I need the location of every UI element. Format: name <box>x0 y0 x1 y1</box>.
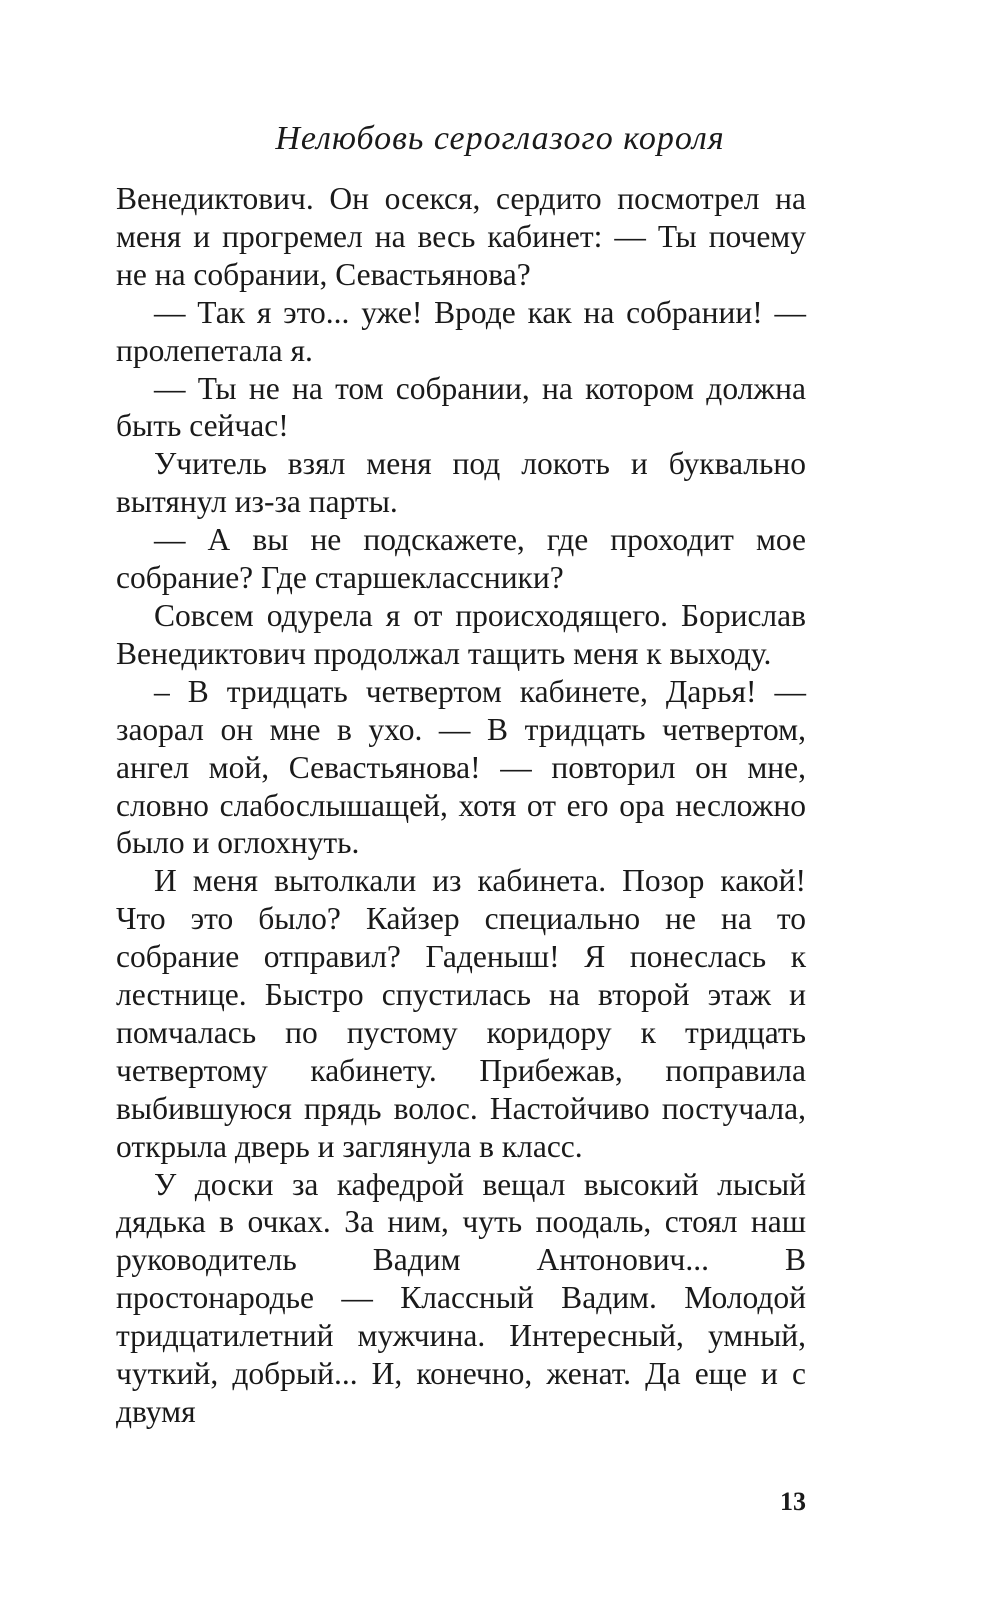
paragraph: Совсем одурела я от происходящего. Борислав Венедиктович продолжал тащить меня к выходу. <box>116 597 806 671</box>
running-header: Нелюбовь сероглазого короля <box>275 120 725 157</box>
paragraph: — А вы не подскажете, где проходит мое собрание? Где старшеклассники? <box>116 522 806 596</box>
page-number: 13 <box>780 1487 806 1516</box>
paragraph: Учитель взял меня под локоть и буквально вытянул из-за парты. <box>116 446 806 520</box>
paragraph: Венедиктович. Он осекся, сердито посмотрел на меня и прогремел на весь кабинет: — Ты почему не на собрании, Севастьянова? <box>116 181 806 292</box>
paragraph: У доски за кафедрой вещал высокий лысый дядька в очках. За ним, чуть поодаль, стоял наш руководитель Вадим Антонович... В простонародье — Классный Вадим. Молодой тридцатилетний мужчина. Интересный, умный, чуткий, добрый... И, конечно, женат. Да еще и с двумя <box>116 1166 806 1429</box>
paragraph: И меня вытолкали из кабинета. Позор какой! Что это было? Кайзер специально не на то собрание отправил? Гаденыш! Я понеслась к лестнице. Быстро спустилась на второй этаж и помчалась по пустому коридору к тридцать четвертому кабинету. Прибежав, поправила выбившуюся прядь волос. Настойчиво постучала, открыла дверь и заглянула в класс. <box>116 863 806 1164</box>
paragraph: — Ты не на том собрании, на котором должна быть сейчас! <box>116 370 806 444</box>
body-text <box>116 180 806 1431</box>
paragraph: — Так я это... уже! Вроде как на собрании! — пролепетала я. <box>116 294 806 368</box>
paragraph: – В тридцать четвертом кабинете, Дарья! — заорал он мне в ухо. — В тридцать четвертом, ангел мой, Севастьянова! — повторил он мне, словно слабослышащей, хотя от его ора несложно было и оглохнуть. <box>116 673 806 861</box>
